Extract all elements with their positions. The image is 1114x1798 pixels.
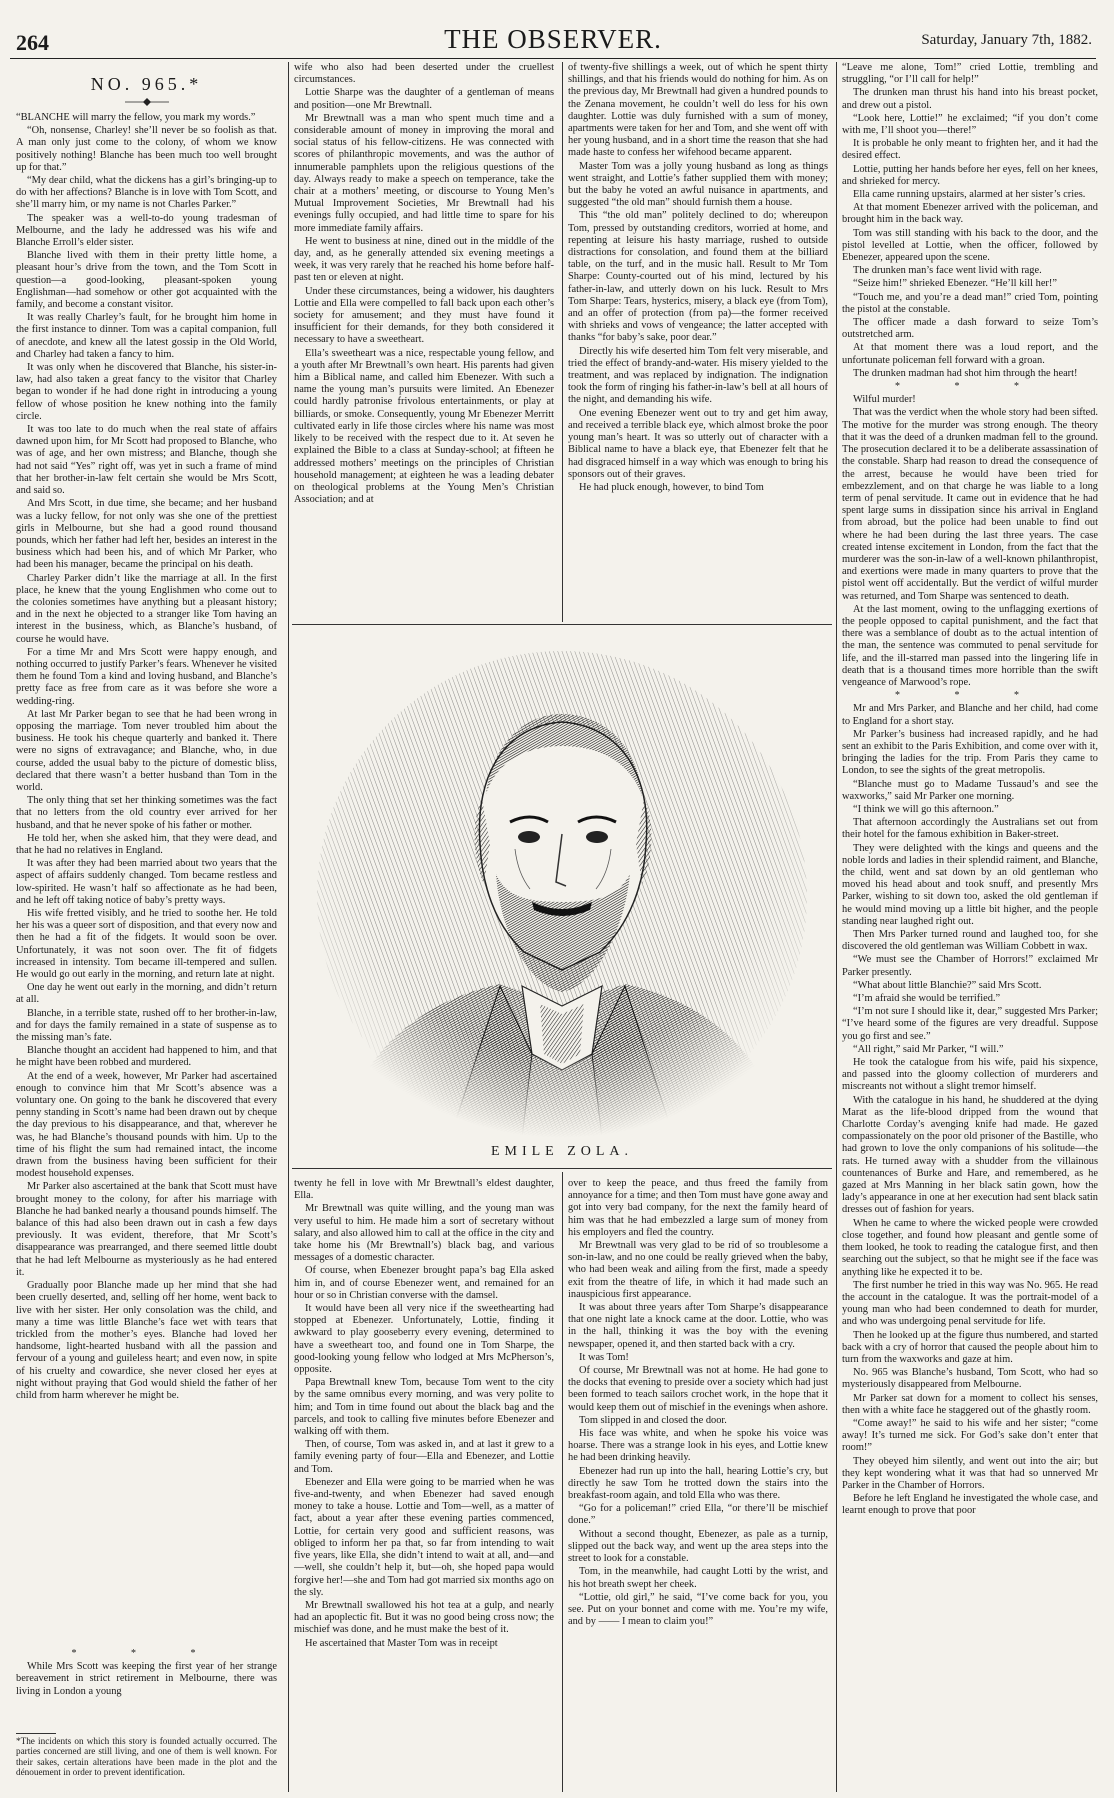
paragraph: The speaker was a well-to-do young tradesman of Melbourne, and the lady he addressed was his wife and Blanche Erroll’s elder sister. — [16, 212, 277, 249]
paragraph: At that moment there was a loud report, and the unfortunate policeman fell forward with a groan. — [842, 342, 1098, 366]
paragraph: Then Mrs Parker turned round and laughed too, for she discovered the old gentleman was William Cobbett in wax. — [842, 929, 1098, 953]
paragraph: Blanche lived with them in their pretty little home, a pleasant hour’s drive from the town, and the Tom Scott in question—a good-looking, pleasant-spoken young Englishman—had somehow or other got acquainted with the family, and become a constant visitor. — [16, 250, 277, 311]
paragraph: Mr Parker sat down for a moment to collect his senses, then with a white face he staggered out of the ghastly room. — [842, 1392, 1098, 1416]
paragraph: At last Mr Parker began to see that he had been wrong in opposing the marriage. Tom never troubled him about the business. He took his cheque quarterly and banked it. There were no signs of extravagance; and Blanche, who, in due course, added the usual baby to the picture of domestic bliss, declared that there wasn’t a better husband than Tom in the world. — [16, 708, 277, 793]
paragraph: He ascertained that Master Tom was in receipt — [305, 1637, 498, 1649]
paragraph: “Look here, Lottie!” he exclaimed; “if you don’t come with me, I’ll shoot you—there!” — [842, 112, 1098, 137]
paragraph: With the catalogue in his hand, he shuddered at the dying Marat as the life-blood dripped from the wound that Charlotte Corday’s avenging knife had made. He gazed compassionately on the poor old prisoner of the Bastille, who had grown to love the only companions of his solitude—the rats. He turned away with a shudder from the villainous countenances of Burke and Hare, and remembered, as he gazed at Mrs Manning in her black satin gown, how the lady’s appearance in one at her execution had sent black satin dresses out of fashion for years. — [842, 1094, 1098, 1216]
paragraph: wife who also had been deserted under the cruellest circumstances. — [294, 62, 554, 86]
paragraph: That was the verdict when the whole story had been sifted. The motive for the murder was strong enough. The theory that it was the deed of a drunken madman fell to the ground. The prosecution declared it to be a deliberate assassination of the constable. Sharp had reason to dread the consequence of the arrest, because he would have been tried for embezzlement, and on that charge he was liable to a long term of penal servitude. It came out in evidence that he had spent large sums in dissipation since his arrival in England from abroad, but the police had been unable to find out where he had been during the last three years. The case created intense excitement in London, from the fact that the murderer was the son-in-law of a well-known philanthropist, and exertions were made in many quarters to prove that the pistol went off accidentally. But the verdict of wilful murder was returned, and Tom Sharpe was sentenced to death. — [842, 407, 1098, 602]
column-2-top — [294, 62, 554, 618]
paragraph: It was really Charley’s fault, for he brought him home in the first instance to dinner. Tom was a capital companion, full of anecdote, and knew all the latest gossip in the Old World, and Charley had taken a fancy to him. — [16, 312, 277, 360]
paragraph: His wife fretted visibly, and he tried to soothe her. He told her his was a queer sort of disposition, and that every now and then he had a fit of the fidgets. It would soon be over. Unfortunately, it was not soon over. The fit of fidgets increased in intensity. Tom became ill-tempered and sullen. He would go out early in the morning, and return late at night. — [16, 908, 277, 981]
section-break-stars: * * * — [895, 690, 1045, 702]
paragraph: Tom, in the meanwhile, had caught Lotti by the wrist, and his hot breath swept her cheek. — [568, 1566, 828, 1590]
paragraph: Then, of course, Tom was asked in, and at last it grew to a family evening party of four—Ella and Ebenezer, and Lottie and Tom. — [294, 1439, 554, 1475]
paragraph: And Mrs Scott, in due time, she became; and her husband was a lucky fellow, for not only was she one of the prettiest girls in Melbourne, but she had a good round thousand pounds, which her father had left her, besides an interest in the business which had been his, and of which Mr Parker, who had been his manager, became the principal on his death. — [16, 498, 277, 571]
paragraph: This “the old man” politely declined to do; whereupon Tom, pressed by outstanding creditors, worried at home, and repenting at leisure his hasty marriage, rushed to outside distractions for consolation, and found them at the billiard table, on the turf, and in the music hall. Result to Mr Tom Sharpe: County-courted out of his mind, lectured by his father-in-law, and utterly down on his luck. Result to Mrs Tom Sharpe: Tears, hysterics, misery, a black eye (from Tom), and an offer of protection (from pa)—the former received with shrieks and vows of vengeance; the latter accepted with thanks “for baby’s sake, poor dear.” — [568, 210, 828, 344]
paragraph: “Oh, nonsense, Charley! she’ll never be so foolish as that. A man only just come to the colony, of whom we know positively nothing! Blanche has been much too well brought up for that.” — [16, 125, 277, 173]
paragraph: While Mrs Scott was keeping the first year of her strange bereavement in strict retirement in Melbourne, there was living in London a young — [16, 1661, 277, 1697]
paragraph: Wilful murder! — [853, 394, 916, 406]
paragraph: The officer made a dash forward to seize Tom’s outstretched arm. — [842, 317, 1098, 341]
paragraph: Tom was still standing with his back to the door, and the pistol levelled at Lottie, when the officer, followed by Ebenezer, appeared upon the scene. — [842, 227, 1098, 264]
paragraph: twenty he fell in love with Mr Brewtnall’s eldest daughter, Ella. — [294, 1178, 554, 1202]
paragraph: Mr Parker also ascertained at the bank that Scott must have brought money to the colony, for after his marriage with Blanche he had banked nearly a thousand pounds himself. The balance of this had also been drawn out in cash a few days previously. It was evident, therefore, that Mr Scott’s disappearance was prearranged, and there seemed little doubt that he had left Melbourne as mysteriously as he had entered it. — [16, 1181, 277, 1278]
column-1-tail — [16, 1648, 277, 1730]
paragraph: Mr Brewtnall was a man who spent much time and a considerable amount of money in improving the moral and social status of his fellow-citizens. He was connected with scores of philanthropic movements, and was the author of innumerable pamphlets upon the religious questions of the day. Always ready to make a speech on temperance, take the chair at a mothers’ meeting, or discourse to Young Men’s Mutual Improvement Societies, Mr Brewtnall had his evenings fully occupied, and had little time to spare for his more immediate family affairs. — [294, 112, 554, 234]
portrait-engraving — [300, 634, 824, 1138]
paragraph: Lottie, putting her hands before her eyes, fell on her knees, and shrieked for mercy. — [842, 163, 1098, 187]
paragraph: The drunken man’s face went livid with rage. — [853, 265, 1042, 277]
footnote-rule — [16, 1733, 56, 1734]
section-break-stars: * * * — [895, 381, 1045, 393]
paragraph: It is probable he only meant to frighten her, and it had the desired effect. — [842, 138, 1098, 162]
column-3-bottom — [568, 1178, 828, 1792]
column-rule — [288, 62, 289, 1792]
paragraph: Mr Parker’s business had increased rapidly, and he had sent an exhibit to the Paris Exhibition, and come over with it, bringing the ladies for the trip. From Paris they came to London, to see the sights of the great metropolis. — [842, 728, 1098, 777]
paragraph: They were delighted with the kings and queens and the noble lords and ladies in their splendid raiment, and Blanche, the child, went and sat down by an old gentleman who moved his head about and took snuff, and presently Mrs Parker, wishing to sit down too, asked the old gentleman if he would mind moving up a little bit higher, and the people standing near laughed right out. — [842, 842, 1098, 927]
paragraph: Charley Parker didn’t like the marriage at all. In the first place, he knew that the young Englishmen who come out to the colonies sometimes have anything but a pleasant history; and in the next he objected to a stranger like Tom having an interest in the business, which, as Blanche’s husband, of course he would have. — [16, 572, 277, 645]
column-3-top — [568, 62, 828, 618]
paragraph: The first number he tried in this way was No. 965. He read the account in the catalogue. It was the portrait-model of a young man who had been condemned to death for murder, and who was undergoing penal servitude for life. — [842, 1279, 1098, 1328]
paragraph: “Blanche must go to Madame Tussaud’s and see the waxworks,” said Mr Parker one morning. — [842, 778, 1098, 802]
paragraph: The only thing that set her thinking sometimes was the fact that no letters from the old country ever arrived for her husband, and that he never spoke of his father or mother. — [16, 795, 277, 831]
paragraph: Master Tom was a jolly young husband as long as things went straight, and Lottie’s father supplied them with money; but the baby he voted an awful nuisance in apartments, and suggested “the old man” should furnish them a house. — [568, 160, 828, 209]
column-1 — [16, 112, 277, 1642]
paragraph: Ebenezer had run up into the hall, hearing Lottie’s cry, but directly he saw Tom he trotted down the stairs into the breakfast-room again, and told Ella who was there. — [568, 1465, 828, 1502]
page-number: 264 — [16, 30, 49, 55]
paragraph: Under these circumstances, being a widower, his daughters Lottie and Ella were compelled to fall back upon each other’s society for amusement; and they must have found it insufficient for their demands, for they both considered it necessary to have a sweetheart. — [294, 285, 554, 346]
paragraph: Mr Brewtnall swallowed his hot tea at a gulp, and nearly had an apoplectic fit. But it was no good being cross now; the mischief was done, and he must make the best of it. — [294, 1599, 554, 1636]
paragraph: Of course, Mr Brewtnall was not at home. He had gone to the docks that evening to preside over a society which had just been formed to teach sailors crochet work, in the hope that it would keep them out of mischief in the evenings when ashore. — [568, 1365, 828, 1413]
paragraph: Without a second thought, Ebenezer, as pale as a turnip, slipped out the back way, and went up the area steps into the street to look for a constable. — [568, 1528, 828, 1565]
illustration-rule — [292, 1168, 832, 1169]
paragraph: When he came to where the wicked people were crowded close together, and found how pleasant and gentle some of them looked, he took to reading the catalogue first, and then searching out the subject, so that he might see if the face was anything like he expected it to be. — [842, 1217, 1098, 1278]
paragraph: “I think we will go this afternoon.” — [853, 803, 999, 815]
paragraph: “All right,” said Mr Parker, “I will.” — [853, 1043, 1004, 1055]
paragraph: Mr and Mrs Parker, and Blanche and her child, had come to England for a short stay. — [842, 703, 1098, 727]
paragraph: Lottie Sharpe was the daughter of a gentleman of means and position—one Mr Brewtnall. — [294, 87, 554, 111]
paragraph: “Seize him!” shrieked Ebenezer. “He’ll kill her!” — [853, 278, 1057, 290]
paragraph: “What about little Blanchie?” said Mrs Scott. — [853, 979, 1042, 991]
paragraph: That afternoon accordingly the Australians set out from their hotel for the famous exhibition in Baker-street. — [842, 817, 1098, 841]
column-rule — [836, 62, 837, 1792]
paragraph: One day he went out early in the morning, and didn’t return at all. — [16, 982, 277, 1006]
paragraph: It would have been all very nice if the sweethearting had stopped at Ebenezer. Unfortunately, Lottie, finding it awkward to play gooseberry every evening, determined to have a sweetheart too, and found one in Tom Sharpe, the good-looking young fellow who lodged at Mrs McPherson’s, opposite. — [294, 1303, 554, 1376]
paragraph: It was only when he discovered that Blanche, his sister-in-law, had also taken a great fancy to the visitor that Charley began to wonder if he had done right in introducing a young fellow of whose position he knew nothing into the family circle. — [16, 362, 277, 422]
paragraph: The drunken man thrust his hand into his breast pocket, and drew out a pistol. — [842, 87, 1098, 111]
paragraph: Mr Brewtnall was very glad to be rid of so troublesome a son-in-law, and no one could be really grieved when the baby, who had been weak and ailing from the first, made a speedy exit from the theatre of life, in which it had made such an inauspicious first appearance. — [568, 1240, 828, 1300]
paragraph: over to keep the peace, and thus freed the family from annoyance for a time; and then Tom must have gone away and got into very bad company, for the next the family heard of him was that he had embezzled a large sum of money from his employers and fled the country. — [568, 1178, 828, 1238]
illustration-rule — [292, 624, 832, 625]
paragraph: “I’m not sure I should like it, dear,” suggested Mrs Parker; “I’ve heard some of the figures are very dreadful. Suppose you go first and see.” — [842, 1006, 1098, 1042]
paragraph: “We must see the Chamber of Horrors!” exclaimed Mr Parker presently. — [842, 954, 1098, 978]
paragraph: It was too late to do much when the real state of affairs dawned upon him, for Mr Scott had proposed to Blanche, who was of age, and her own mistress; and Blanche, though she had not said “Yes” right off, was yet in such a frame of mind that her brother-in-law felt certain she would be Mrs Scott, and said so. — [16, 424, 277, 497]
paragraph: Ella’s sweetheart was a nice, respectable young fellow, and a youth after Mr Brewtnall’s own heart. His parents had given him a Biblical name, and called him Ebenezer. With such a name the young man’s pursuits were limited. An Ebenezer could hardly patronise frivolous entertainments, or play at billiards, or smoke. Consequently, young Mr Ebenezer Merritt cultivated early in life those circles where his name was most likely to be received with the respect due to it. At seven he explained the Bible to a class at Sunday-school; at fifteen he addressed mothers’ meetings on the principles of Christian household management; at eighteen he was a leading debater on theological problems at the Young Men’s Christian Association; and at — [294, 347, 554, 506]
paragraph: Before he left England he investigated the whole case, and learnt enough to prove that poor — [842, 1493, 1098, 1517]
paragraph: Blanche thought an accident had happened to him, and that he might have been robbed and murdered. — [16, 1045, 277, 1069]
paragraph: At that moment Ebenezer arrived with the policeman, and brought him in the back way. — [842, 202, 1098, 226]
paragraph: Then he looked up at the figure thus numbered, and started back with a cry of horror that caused the people about him to turn from the waxworks and gaze at him. — [842, 1329, 1098, 1365]
paragraph: It was about three years after Tom Sharpe’s disappearance that one night late a knock came at the door. Lottie, who was in the hall, thinking it was the boy with the evening newspaper, opened it, and then started back with a cry. — [568, 1302, 828, 1350]
paragraph: “BLANCHE will marry the fellow, you mark my words.” — [16, 112, 256, 123]
paragraph: “Come away!” he said to his wife and her sister; “come away! It’s turned me sick. For God’s sake don’t enter that room!” — [842, 1417, 1098, 1454]
paragraph: Directly his wife deserted him Tom felt very miserable, and tried the effect of brandy-and-water. His misery yielded to the treatment, and was replaced by indignation. The indignation took the form of ringing his father-in-law’s bell at all hours of the night, and demanding his wife. — [568, 345, 828, 406]
paragraph: “Touch me, and you’re a dead man!” cried Tom, pointing the pistol at the constable. — [842, 291, 1098, 315]
paragraph: “Lottie, old girl,” he said, “I’ve come back for you, you see. Put on your bonnet and come with me. You’re my wife, and by —— I mean to claim you!” — [568, 1591, 828, 1628]
paragraph: Tom slipped in and closed the door. — [579, 1414, 727, 1426]
paragraph: Papa Brewtnall knew Tom, because Tom went to the city by the same omnibus every morning, and was very polite to him; and Tom in time found out about the black bag and the parcels, and took to calling five minutes before Ebenezer and walking off with them. — [294, 1377, 554, 1438]
paragraph: Ebenezer and Ella were going to be married when he was five-and-twenty, and when Ebenezer had saved enough money to take a house. Lottie and Tom—well, as a matter of fact, about a year after these evening parties commenced, Lottie, for certain very good and sufficient reasons, was obliged to inform her pa that, so far from intending to wait five years, like Ella, she didn’t intend to wait at all, and—and—well, she couldn’t help it, but—oh, she hoped papa would forgive her!—she and Tom had got married six months ago on the sly. — [294, 1476, 554, 1598]
paragraph: Mr Brewtnall was quite willing, and the young man was very useful to him. He made him a sort of secretary without salary, and also allowed him to call at the office in the city and take home his (Mr Brewtnall’s) black bag, and various messages of a domestic character. — [294, 1203, 554, 1264]
paragraph: He went to business at nine, dined out in the middle of the day, and, as he generally attended six evening meetings a week, it was very rarely that he reached his home before half-past ten or eleven at night. — [294, 235, 554, 284]
column-4 — [842, 62, 1098, 1792]
paragraph: “I’m afraid she would be terrified.” — [853, 993, 1001, 1005]
title-ornament — [125, 97, 169, 107]
section-break-stars: * * * — [71, 1648, 222, 1659]
paragraph: At the end of a week, however, Mr Parker had ascertained enough to convince him that Mr Scott’s absence was a voluntary one. On going to the bank he discovered that every penny standing in Scott’s name had been drawn out by cheque the day previous to his disappearance, and that, wherever he was, he had Blanche’s thousand pounds with him. Up to the time of his flight the sum had remained intact, the income drawn from the business having been sufficient for their modest household expenses. — [16, 1070, 277, 1180]
paragraph: Ella came running upstairs, alarmed at her sister’s cries. — [853, 189, 1086, 201]
paragraph: He had pluck enough, however, to bind Tom — [579, 481, 764, 493]
masthead — [10, 22, 1096, 59]
paragraph: Of course, when Ebenezer brought papa’s bag Ella asked him in, and of course Ebenezer went, and remained for an hour or so in Christian converse with the damsel. — [294, 1265, 554, 1301]
portrait-caption: EMILE ZOLA. — [490, 1144, 634, 1159]
paragraph: It was after they had been married about two years that the aspect of affairs suddenly changed. Tom became restless and low-spirited. He wasn’t half so affectionate as he had been, and he left off taking notice of baby’s pretty ways. — [16, 858, 277, 906]
paragraph: The drunken madman had shot him through the heart! — [853, 367, 1078, 379]
story-title: NO. 965.* — [90, 74, 203, 94]
paragraph: “Go for a policeman!” cried Ella, “or there’ll be mischief done.” — [568, 1503, 828, 1527]
issue-date: Saturday, January 7th, 1882. — [921, 32, 1092, 48]
paragraph: Gradually poor Blanche made up her mind that she had been cruelly deserted, and, selling off her home, went back to live with her sister. Her only consolation was the child, and many a time was little Blanche’s face wet with tears that trickled from the mother’s eyes. Blanche had loved her handsome, light-hearted husband with all the passion and fervour of a young and guileless heart; and even now, in spite of his cruelty and cowardice, she never closed her eyes at night without praying that God would shield the father of her child from harm wherever he might be. — [16, 1280, 277, 1401]
paragraph: He told her, when she asked him, that they were dead, and that he had no relatives in England. — [16, 832, 277, 856]
paragraph: No. 965 was Blanche’s husband, Tom Scott, who had so mysteriously disappeared from Melbourne. — [842, 1367, 1098, 1391]
paragraph: “Leave me alone, Tom!” cried Lottie, trembling and struggling, “or I’ll call for help!” — [842, 62, 1098, 86]
column-rule — [562, 1172, 563, 1792]
paragraph: At the last moment, owing to the unflagging exertions of the people opposed to capital punishment, and the fact that there was a semblance of doubt as to the actual intention of the man, the sentence was commuted to penal servitude for life, and the ill-starred man passed into the lingering life in death that is a thousand times more horrible than the swift vengeance of Marwood’s rope. — [842, 603, 1098, 688]
paragraph: It was Tom! — [579, 1351, 629, 1363]
paragraph: One evening Ebenezer went out to try and get him away, and received a terrible black eye, which almost broke the poor young man’s heart. It was so utterly out of character with a Biblical name to have a black eye, that Ebenezer felt that he had disgraced himself in a way which was enough to bring his sponsors out of their graves. — [568, 407, 828, 480]
paragraph: For a time Mr and Mrs Scott were happy enough, and nothing occurred to justify Parker’s fears. Whenever he visited them he found Tom a kind and loving husband, and Blanche’s pretty face as free from care as it was before she wore a wedding-ring. — [16, 646, 277, 707]
paragraph: Blanche, in a terrible state, rushed off to her brother-in-law, and for days the family remained in a state of suspense as to the missing man’s fate. — [16, 1007, 277, 1044]
paragraph: His face was white, and when he spoke his voice was hoarse. There was a strange look in his eyes, and Lottie knew he had been drinking heavily. — [568, 1428, 828, 1464]
paragraph: They obeyed him silently, and went out into the air; but they kept wondering what it was that had so unnerved Mr Parker in the Chamber of Horrors. — [842, 1455, 1098, 1491]
paragraph: He took the catalogue from his wife, paid his sixpence, and passed into the gloomy collection of murderers and miscreants not without a slight tremor himself. — [842, 1057, 1098, 1093]
newspaper-title: THE OBSERVER. — [444, 24, 662, 54]
paragraph: of twenty-five shillings a week, out of which he spent thirty shillings, and that his friends would do nothing for him. As on the previous day, Mr Brewtnall had given a hundred pounds to the Zenana movement, he couldn’t well do less for his own daughter. Lottie was duly furnished with a sum of money, apartments were taken for her and Tom, and she went off with her young husband, and in a short time the reason that she had made haste to confess her wifehood became apparent. — [568, 62, 828, 159]
footnote — [16, 1736, 277, 1778]
footnote-text: *The incidents on which this story is founded actually occurred. The parties concerned are still living, and one of them is well known. For their sakes, certain alterations have been made in the plot and the dénouement in order to prevent identification. — [16, 1736, 277, 1778]
column-2-bottom — [294, 1178, 554, 1792]
column-rule — [562, 62, 563, 622]
paragraph: “My dear child, what the dickens has a girl’s bringing-up to do with her affections? Blanche is in love with Tom Scott, and she’ll marry him, or my name is not Charles Parker.” — [16, 175, 277, 211]
